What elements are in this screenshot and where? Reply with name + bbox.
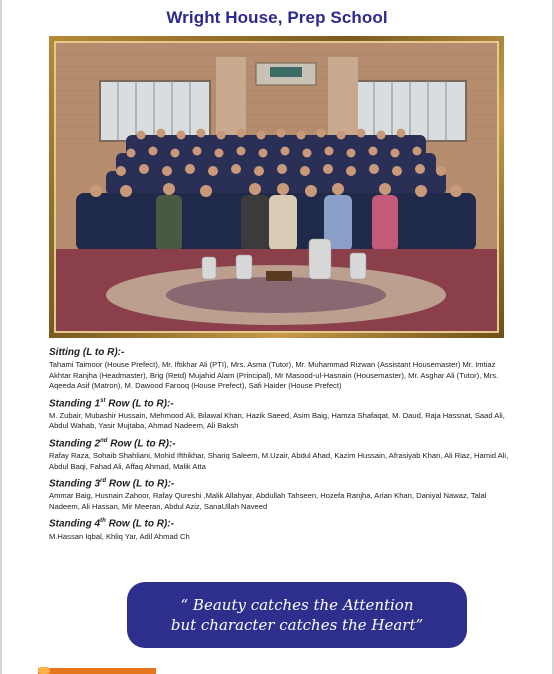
section-text-sitting: Tahami Taimoor (House Prefect), Mr. Iftikhar Ali (PTI), Mrs. Asma (Tutor), Mr. Muhammad Rizwan (Assistant Housemaster) Mr. Imtiaz Akhtar Ranjha (Headmaster), Brig (Retd) Mujahid Alam (Principal), Mr Masood-ul-Hasnain (Housemaster), Mr. Asghar Ali (Tutor), Mrs. Aqeeda Asif (Matron), M. Dawood Farooq (House Prefect), Safi Haider (House Prefect)	[49, 360, 499, 390]
page-title: Wright House, Prep School	[166, 8, 388, 27]
photo-frame-inner	[54, 41, 499, 333]
section-text-standing-1: M. Zubair, Mubashir Hussain, Mehmood Ali, Bilawal Khan, Hazik Saeed, Asim Baig, Hamza Shafaqat, M. Daud, Raja Hassnat, Saad Ali, Abdul Wahab, Yasir Mujtaba, Ahmad Nadeem, Ali Baksh	[49, 410, 505, 431]
section-heading-standing-1: Standing 1st Row (L to R):-	[49, 397, 174, 409]
section-heading-standing-2: Standing 2nd Row (L to R):-	[49, 437, 176, 450]
group-photo	[56, 43, 497, 331]
quote-line-1: “ Beauty catches the Attention	[180, 596, 414, 614]
photo-frame	[49, 36, 504, 338]
section-heading-standing-3: Standing 3rd Row (L to R):-	[49, 478, 175, 490]
quote-box	[127, 582, 467, 648]
page-edge-left	[0, 0, 2, 674]
section-text-standing-3: Ammar Baig, Husnain Zahoor, Rafay Qureshi ,Malik Allahyar, Abdullah Tahseen, Hozefa Ranjha, Arian Khan, Daniyal Nawaz, Talal Nadeem, Ali Hassan, Mir Meeran, Abdul Aziz, SanaUllah Naveed	[49, 491, 487, 511]
footer-accent-dot	[38, 667, 50, 674]
section-text-standing-4: M.Hassan Iqbal, Khliq Yar, Adil Ahmad Ch	[49, 531, 190, 541]
caption-block	[49, 346, 509, 545]
quote-line-2: but character catches the Heart”	[170, 616, 424, 634]
section-heading-sitting: Sitting (L to R):-	[49, 347, 125, 358]
quote-text	[171, 595, 423, 635]
footer-accent-bar	[38, 668, 156, 674]
section-text-standing-2: Rafay Raza, Sohaib Shahliani, Mohid Ifthikhar, Shariq Saleem, M.Uzair, Abdul Ahad, Kazim Hussain, Afrasiyab Khan, Ali Riaz, Hamid Ali, Abdul Baqi, Fahad Ali, Affaq Ahmad, Malik Atta	[49, 451, 509, 471]
section-heading-standing-4: Standing 4th Row (L to R):-	[49, 518, 174, 530]
